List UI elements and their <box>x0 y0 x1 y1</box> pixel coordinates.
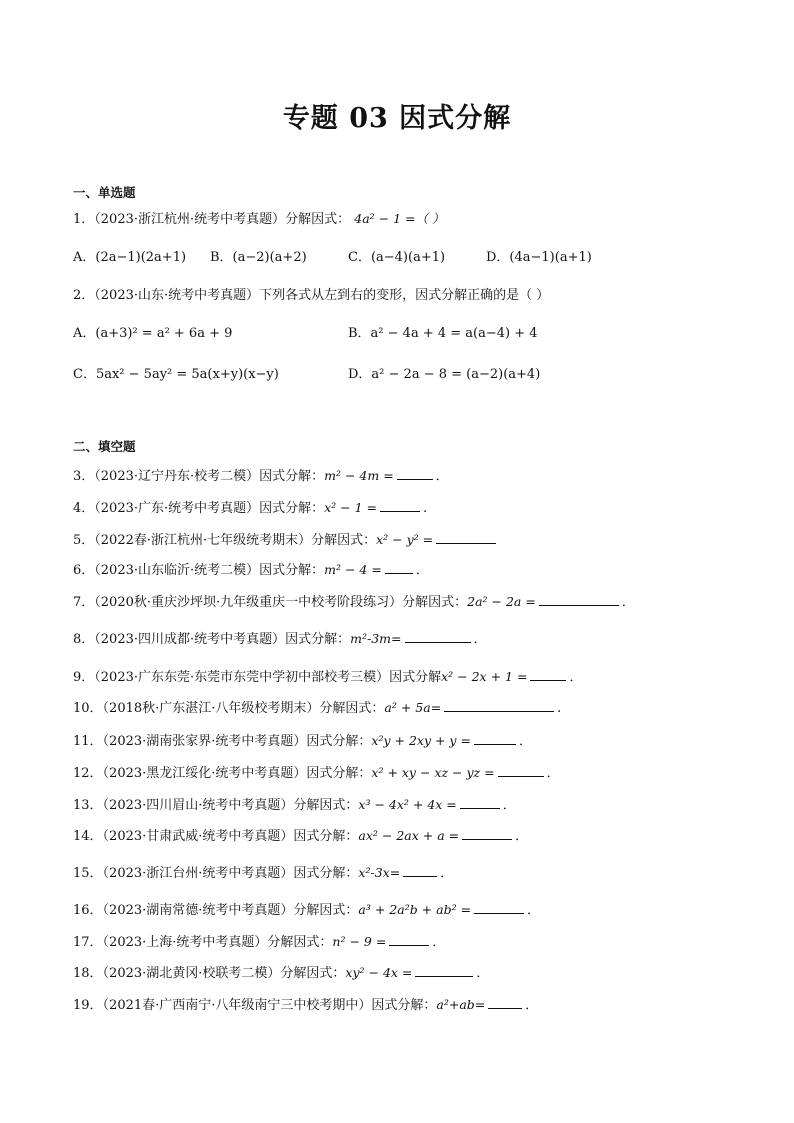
question-10 <box>73 697 561 716</box>
question-end-punct: ． <box>473 632 487 647</box>
question-stem: 19．（2021春·广西南宁·八年级南宁三中校考期中）因式分解： <box>73 998 437 1013</box>
answer-blank[interactable] <box>539 592 619 606</box>
question-stem: 6．（2023·山东临沂·统考二模）因式分解： <box>73 563 325 578</box>
question-14 <box>73 825 528 844</box>
answer-blank[interactable] <box>385 560 413 574</box>
question-17 <box>73 931 445 950</box>
q1-option-d: D．(4a−1)(a+1) <box>486 250 592 265</box>
answer-blank[interactable] <box>474 731 516 745</box>
answer-blank[interactable] <box>389 932 429 946</box>
question-stem: 15．（2023·浙江台州·统考中考真题）因式分解： <box>73 866 359 881</box>
answer-blank[interactable] <box>444 698 554 712</box>
question-math: m² − 4 = <box>324 562 382 577</box>
question-stem: 13．（2023·四川眉山·统考中考真题）分解因式： <box>73 798 359 813</box>
question-stem: 9．（2023·广东东莞·东莞市东莞中学初中部校考三模）因式分解 <box>73 670 442 685</box>
answer-blank[interactable] <box>498 763 544 777</box>
question-15 <box>73 862 453 881</box>
question-stem: 11．（2023·湖南张家界·统考中考真题）因式分解： <box>73 734 372 749</box>
question-stem: 14．（2023·甘肃武威·统考中考真题）因式分解： <box>73 829 359 844</box>
q2-option-d: D．a² − 2a − 8 = (a−2)(a+4) <box>348 367 541 382</box>
question-3 <box>73 465 449 484</box>
question-end-punct: ． <box>525 998 539 1013</box>
question-math: x²-3x= <box>358 865 401 880</box>
question-math: x² − 2x + 1 = <box>441 669 528 684</box>
q1-option-b: B．(a−2)(a+2) <box>210 250 307 265</box>
answer-blank[interactable] <box>415 963 473 977</box>
question-2: 2．（2023·山东·统考中考真题）下列各式从左到右的变形，因式分解正确的是（ ） <box>73 288 550 303</box>
question-math: xy² − 4x = <box>345 965 413 980</box>
question-end-punct: ． <box>515 829 529 844</box>
question-math: x³ − 4x² + 4x = <box>358 797 457 812</box>
question-stem: 1．（2023·浙江杭州·统考中考真题）分解因式： <box>73 212 351 227</box>
question-math: a² + 5a= <box>384 700 442 715</box>
question-end-punct: ． <box>546 766 560 781</box>
question-math: x² − 1 = <box>324 500 378 515</box>
answer-blank[interactable] <box>403 863 437 877</box>
question-math: m²-3m= <box>350 631 402 646</box>
answer-blank[interactable] <box>380 498 420 512</box>
question-stem: 5．（2022春·浙江杭州·七年级统考期末）分解因式： <box>73 533 377 548</box>
answer-blank[interactable] <box>462 826 512 840</box>
answer-blank[interactable] <box>397 466 433 480</box>
section-heading-fill-blank: 二、填空题 <box>73 439 136 454</box>
question-end-punct: . <box>423 501 428 516</box>
question-math: m² − 4m = <box>324 468 394 483</box>
question-math: a²+ab= <box>436 997 486 1012</box>
question-end-punct: ． <box>440 866 454 881</box>
question-6 <box>73 559 429 578</box>
q2-option-a: A．(a+3)² = a² + 6a + 9 <box>73 326 233 341</box>
question-math: n² − 9 = <box>332 934 387 949</box>
question-1 <box>73 208 444 227</box>
question-end-punct: ． <box>502 798 516 813</box>
question-stem: 18．（2023·湖北黄冈·校联考二模）分解因式： <box>73 966 346 981</box>
question-math: x² + xy − xz − yz = <box>371 765 495 780</box>
q1-option-c: C．(a−4)(a+1) <box>348 250 446 265</box>
question-5 <box>73 529 499 548</box>
question-end-punct: ． <box>432 935 446 950</box>
question-end-punct: ． <box>415 563 429 578</box>
answer-blank[interactable] <box>488 995 522 1009</box>
question-end-punct: . <box>557 701 562 716</box>
question-stem: 10．（2018秋·广东湛江·八年级校考期末）分解因式： <box>73 701 385 716</box>
q2-option-b: B．a² − 4a + 4 = a(a−4) + 4 <box>348 326 538 341</box>
question-math: a³ + 2a²b + ab² = <box>358 902 472 917</box>
question-stem: 3．（2023·辽宁丹东·校考二模）因式分解： <box>73 469 325 484</box>
answer-blank[interactable] <box>436 530 496 544</box>
question-end-punct: ． <box>435 469 449 484</box>
question-stem: 16．（2023·湖南常德·统考中考真题）分解因式： <box>73 903 359 918</box>
question-end-punct: ． <box>518 734 532 749</box>
question-13 <box>73 794 516 813</box>
question-math: x²y + 2xy + y = <box>371 733 471 748</box>
question-stem: 17．（2023·上海·统考中考真题）分解因式： <box>73 935 333 950</box>
question-math: x² − y² = <box>376 532 434 547</box>
section-heading-single-choice: 一、单选题 <box>73 185 136 200</box>
question-stem: 7．（2020秋·重庆沙坪坝·九年级重庆一中校考阶段练习）分解因式： <box>73 595 468 610</box>
question-12 <box>73 762 560 781</box>
question-stem: 8．（2023·四川成都·统考中考真题）因式分解： <box>73 632 351 647</box>
question-4 <box>73 497 427 516</box>
answer-blank[interactable] <box>474 900 524 914</box>
answer-blank[interactable] <box>405 629 471 643</box>
question-16 <box>73 899 540 918</box>
question-math: 4a² − 1 =（ ） <box>354 211 445 226</box>
question-math: 2a² − 2a = <box>467 594 536 609</box>
answer-blank[interactable] <box>460 795 500 809</box>
answer-blank[interactable] <box>530 667 566 681</box>
question-7 <box>73 591 635 610</box>
q1-option-a: A．(2a−1)(2a+1) <box>73 250 187 265</box>
question-end-punct: ． <box>527 903 541 918</box>
question-end-punct: ． <box>621 595 635 610</box>
question-end-punct: ． <box>476 966 490 981</box>
page-title: 专题 03 因式分解 <box>282 103 512 134</box>
question-9 <box>73 666 582 685</box>
question-stem: 4．（2023·广东·统考中考真题）因式分解： <box>73 501 325 516</box>
question-math: ax² − 2ax + a = <box>358 828 460 843</box>
q2-option-c: C．5ax² − 5ay² = 5a(x+y)(x−y) <box>73 367 279 382</box>
question-stem: 12．（2023·黑龙江绥化·统考中考真题）因式分解： <box>73 766 372 781</box>
question-18 <box>73 962 489 981</box>
question-end-punct: ． <box>569 670 583 685</box>
question-8 <box>73 628 487 647</box>
question-19 <box>73 994 538 1013</box>
question-11 <box>73 730 532 749</box>
